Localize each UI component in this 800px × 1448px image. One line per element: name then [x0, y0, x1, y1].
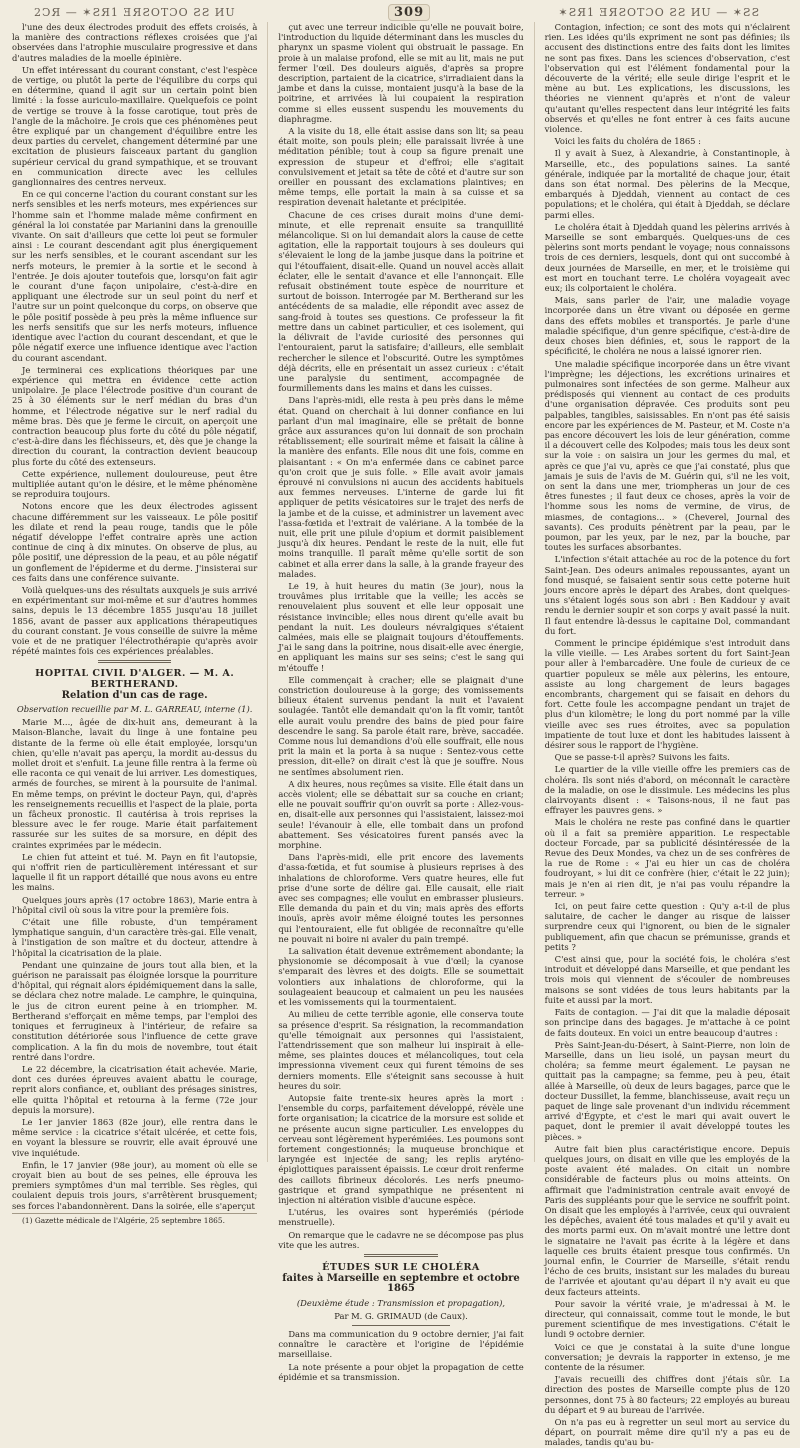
section-subtitle-rage: Relation d'un cas de rage.	[61, 689, 208, 701]
paragraph: A dix heures, nous reçûmes sa visite. Elle était dans un accès violent; elle se débattait sur sa couche en criant; elle ne pouvait souffrir qu'on ouvrît sa porte : Allez-vous-en, disait-elle aux personnes qui l'assistaient, laissez-moi seule! l'évanouir à elle, elle tombait dans un profond abattement. Ses vésicatoires furent pansés avec la morphine.	[278, 778, 524, 851]
column-left	[12, 22, 258, 1225]
paragraph: Une maladie spécifique incorporée dans un être vivant l'imprègne; les déjections, les excrétions urinaires et pulmonaires sont infectées de son germe. Malheur aux prédisposés qui viennent au contact de ces produits d'une organisation dépravée. Ces produits sont peu palpables, tangibles, saisissables. En n'ont pas été saisis encore par les expériences de M. Pasteur, et M. Coste n'a pas encore découvert les lois de leur génération, comme il a découvert celle des Kolpodes; mais tous les deux sont sur la voie : on saisira un jour les germes du mal, et après ce que j'ai vu, après ce que j'ai constaté, plus que jamais je suis de l'avis de M. Guérin qui, s'il ne les voit, on sent la dans une mer, triompheras un jour de ces êtres funestes ; il faut deux ce choses, après la voir de l'homme sous les noms de vermine, de virus, de miasmes, de contagions... » (Cheverel, Journal des savants). Ces produits pénètrent par la peau, par le poumon, par les yeux, par le nez, par la bouche, par toutes les surfaces absorbantes.	[544, 358, 790, 553]
column-middle	[278, 22, 524, 1382]
paragraph: Le 1er janvier 1863 (82e jour), elle rentra dans le même service : la cicatrice s'était ulcérée, et cette fois, en voyant la blessure se rouvrir, elle avait éprouvé une vive inquiétude.	[12, 1116, 258, 1158]
section-subtitle-cholera: faites à Marseille en septembre et octobre 1865	[282, 1273, 520, 1295]
column-right-paragraphs	[545, 22, 790, 1448]
paragraph: C'était une fille robuste, d'un tempérament lymphatique sanguin, d'un caractère très-gai. Elle venait, à l'instigation de son maître et du docteur, attendre à l'hôpital la cicatrisation de la plaie.	[12, 917, 258, 958]
study-note: (Deuxième étude : Transmission et propagation),	[296, 1297, 506, 1308]
paragraph: Contagion, infection; ce sont des mots qui n'éclairent rien. Les idées qu'ils expriment ne sont pas définies; ils accusent des distinctions entre des faits dont les limites ne sont pas fixes. Dans les sciences d'observation, c'est l'observation qui est l'élément fondamental pour la découverte de la vérité; elle seule dirige l'esprit et le mène au but. Les explications, les discussions, les théories ne viennent qu'après et n'ont de valeur qu'autant qu'elles respectent dans leur intégrité les faits observés et qu'elles ne font entrer à ces faits aucune violence.	[544, 22, 790, 135]
paragraph: On n'a pas eu à regretter un seul mort au service du départ, on pourrait même dire qu'il n'y a pas eu de malades, tandis qu'au bu-	[544, 1417, 790, 1448]
paragraph: Près Saint-Jean-du-Désert, à Saint-Pierre, non loin de Marseille, dans un lieu isolé, un paysan meurt du choléra; sa femme meurt également. Le paysan ne quittait pas la campagne; sa femme, peu à peu, était allée à Marseille, où deux de leurs bagages, parce que le docteur Dussillet, la femme, blanchisseuse, avait reçu un paquet de linge sale provenant d'un individu récemment arrivé d'Égypte, et c'est le mari qui avait ouvert le paquet, dont le premier il avait développé toutes les pièces. »	[544, 1039, 790, 1142]
paragraph: Le choléra était à Djeddah quand les pèlerins arrivés à Marseille se sont embarqués. Quelques-uns de ces pèlerins sont morts pendant le voyage; nous connaissons trois de ces derniers, lesquels, dont qui ont succombé à deux journées de Marseille, en mer, et le troisième qui est mort en touchant terre. Le choléra voyageait avec eux; ils colportaient le choléra.	[544, 221, 790, 294]
paragraph: Dans l'après-midi, elle resta à peu près dans le même état. Quand on cherchait à lui donner confiance en lui parlant d'un mal imaginaire, elle se prêtait de bonne grâce aux assurances qu'on lui donnait de son prochain rétablissement; elle sourirait même et faisait la câline à la manière des enfants. Elle nous dit une fois, comme en plaisantant : « On m'a enfermée dans ce cabinet parce qu'on croit que je suis folle. » Elle avait avoir jamais éprouvé ni convulsions ni aucun des accidents habituels aux femmes nerveuses. L'interne de garde lui fit appliquer de petits vésicatoires sur le trajet des nerfs de la jambe et de la cuisse, et administrer un lavement avec l'assa-fœtida et l'extrait de valériane. A la tombée de la nuit, elle prit une pilule d'opium et dormit paisiblement jusqu'à dix heures. Pendant le reste de la nuit, elle fut moins tranquille. Il paraît même qu'elle sortit de son cabinet et alla errer dans la salle, à la grande frayeur des malades.	[278, 395, 524, 579]
short-rule	[352, 1325, 450, 1326]
paragraph: çut avec une terreur indicible qu'elle ne pouvait boire, l'introduction du liquide déterminant dans les muscles du pharynx un spasme violent qui obstruait le passage. En proie à un malaise profond, elle se mit au lit, mais ne put fermer l'œil. Des douleurs aiguës, d'après sa propre description, partaient de la cicatrice, s'irradiaient dans la jambe et dans la cuisse, montaient jusqu'à la base de la poitrine, et arrivées là lui coupaient la respiration comme si elles eussent suspendu les mouvements du diaphragme.	[278, 22, 524, 124]
paragraph: Voilà quelques-uns des résultats auxquels je suis arrivé en expérimentant sur moi-même et sur d'autres hommes sains, depuis le 13 décembre 1855 jusqu'au 18 juillet 1856, avant de passer aux applications thérapeutiques du courant constant. Je vous conseille de suivre la même voie et de ne pratiquer l'électrothérapie qu'après avoir répété maintes fois ces expériences préalables.	[12, 584, 258, 657]
paragraph: Le quartier de la ville vieille offre les premiers cas de choléra. Ils sont niés d'abord, on méconnaît le caractère de la maladie, on ose le dissimule. Les médecins les plus clairvoyants disent : « Taisons-nous, il ne faut pas effrayer les pauvres gens. »	[544, 764, 790, 816]
paragraph: Quelques jours après (17 octobre 1863), Marie entra à l'hôpital civil où sous la vitre pour la première fois.	[12, 894, 258, 915]
footnote: (1) Gazette médicale de l'Algérie, 25 septembre 1865.	[12, 1213, 257, 1225]
paragraph: Voici les faits du choléra de 1865 :	[554, 136, 701, 147]
cholera-intro-paragraphs	[278, 1329, 523, 1382]
paragraph: Mais le choléra ne reste pas confiné dans le quartier où il a fait sa première apparition. Le respectable docteur Forcade, par sa publicité désintéressée de la Revue des Deux Mondes, va chez un de ses confrères de la rue de Rome : « J'ai eu hier un cas de choléra foudroyant, » lui dit ce confrère (hier, c'était le 22 juin); mais je n'en ai rien dit, je n'ai pas voulu répandre la terreur. »	[544, 817, 790, 899]
observation-credit: Observation recueillie par M. L. GARREAU, interne (1).	[16, 704, 253, 714]
paragraph: Le chien fut atteint et tué. M. Payn en fit l'autopsie, qui n'offrit rien de particulièrement intéressant et sur laquelle il fit un rapport détaillé que nous avons eu entre les mains.	[12, 851, 258, 893]
paragraph: Enfin, le 17 janvier (98e jour), au moment où elle se croyait bien au bout de ses peines, elle éprouva les premiers symptômes d'un mal terrible. Ses règles, qui coulaient depuis trois jours, s'arrêtèrent brusquement; ses forces l'abandonnèrent. Dans la soirée, elle s'aperçut	[12, 1159, 258, 1211]
running-head-left: 2ϽЯ — ✶ƧЯ1 ƎЯƧOTƆO ƧƧ ИU	[34, 6, 236, 19]
section-title-cholera: ÉTUDES SUR LE CHOLÉRA	[322, 1261, 480, 1273]
paragraph: L'utérus, les ovaires sont hyperémiés (période menstruelle).	[278, 1207, 524, 1228]
running-head	[0, 3, 800, 23]
paragraph: Un effet intéressant du courant constant, c'est l'espèce de vertige, ou plutôt la perte de l'équilibre du corps qui en détermine, quand il agit sur un certain point bien limité : la fosse auriculo-maxillaire. Quelquefois ce point de vertige se trouve à la fosse carotique, tout près de l'angle de la mâchoire. Je crois que ces phénomènes peut être expliqué par un changement d'équilibre entre les deux parties du cervelet, changement déterminé par une excitation de plusieurs faisceaux partant du ganglion supérieur cervical du grand sympathique, et se trouvant en communication directe avec les cellules ganglionnaires des centres nerveux.	[12, 64, 258, 188]
paragraph: C'est ainsi que, pour la société fois, le choléra s'est introduit et développé dans Marseille, et que pendant les trois mois qui viennent de s'écouler de nombreuses maisons se sont vidées de tous leurs habitants par la fuite et aussi par la mort.	[544, 954, 790, 1005]
paragraph: Comment le principe épidémique s'est introduit dans la ville vieille. — Les Arabes sortent du fort Saint-Jean pour aller à l'embarcadère. Une foule de curieux de ce quartier populeux se mêle aux pèlerins, les entoure, assiste au long chargement de leurs bagages encombrants, chargement qui se faisait en dehors du fort. Cette foule les accompagne pendant un trajet de plus d'un kilomètre; le long du port nommé par la ville vieille avec ses rues étroites, avec sa population impatiente de tout luxe et dont les habitudes laissent à désirer sous le rapport de l'hygiène.	[544, 637, 790, 751]
paragraph: Il y avait à Suez, à Alexandrie, à Constantinople, à Marseille, etc., des populations saines. La santé générale, indiquée par la mortalité de chaque jour, était dans son état normal. Des pèlerins de la Mecque, embarqués à Djeddah, viennent au contact de ces populations; et le choléra, qui était à Djeddah, se déclare parmi elles.	[544, 148, 790, 220]
column-left-paragraphs	[12, 22, 257, 656]
paragraph: Autre fait bien plus caractéristique encore. Depuis quelques jours, on disait en ville que les employés de la poste avaient été malades. On citait un nombre considérable de facteurs plus ou moins atteints. On affirmait que l'administration centrale avait envoyé de Paris des suppléants pour que le service ne souffrît point. On disait que les employés à l'arrivée, ceux qui ouvraient les dépêches, avaient été tous malades et qu'il y avait eu des morts parmi eux. On m'avait montré une lettre dont le signataire ne l'avait pas écrite à la légère et dans laquelle ces bruits étaient presque tous confirmés. Un journal enfin, le Courrier de Marseille, s'était rendu l'écho de ces bruits, insistant sur les malades du bureau de l'arrivée et ajoutant qu'au départ il n'y avait eu que deux facteurs atteints.	[544, 1143, 790, 1297]
paragraph: Autopsie faite trente-six heures après la mort : l'ensemble du corps, parfaitement développé, révèle une forte organisation; la cicatrice de la morsure est solide et ne présente aucun signe particulier. Les enveloppes du cerveau sont légèrement hyperémiées. Les poumons sont fortement congestionnés; la muqueuse bronchique et laryngée est injectée de sang; les replis aryténo-épiglottiques paraissent épaissis. Le cœur droit renferme des caillots fibrineux décolorés. Les nerfs pneumo-gastrique et grand sympathique ne présentent ni injection ni altération visible d'aucune espèce.	[278, 1092, 524, 1205]
running-head-right: ✶ƧЯ1 ƎЯƧOTƆO ƧƧ ИU — ✶ƧƧ	[558, 6, 760, 19]
paragraph: Faits de contagion. — J'ai dit que la maladie déposait son principe dans des bagages. Je m'attache à ce point de faits douteux. En voici un entre beaucoup d'autres :	[544, 1007, 790, 1038]
author-line: Par M. G. GRIMAUD (de Caux).	[334, 1310, 468, 1321]
paragraph: A la visite du 18, elle était assise dans son lit; sa peau était moite, son pouls plein; elle paraissait livrée à une méditation pénible; tout à coup sa figure prenait une expression de stupeur et d'effroi; elle s'agitait convulsivement et jetait sa tête de côté et d'autre sur son oreiller en poussant des exclamations plaintives; en même temps, elle portait la main à sa cuisse et sa respiration devenait haletante et précipitée.	[278, 126, 524, 208]
paragraph: Que se passe-t-il après? Suivons les faits.	[554, 752, 730, 763]
paragraph: Cette expérience, nullement douloureuse, peut être multipliée autant qu'on le désire, et le même phénomène se reproduira toujours.	[12, 468, 258, 500]
paragraph: Le 22 décembre, la cicatrisation était achevée. Marie, dont ces durées épreuves avaient abattu le courage, reprit alors confiance, et, oubliant des présages sinistres, elle quitta l'hôpital et retourna à la ferme (72e jour depuis la morsure).	[12, 1063, 258, 1115]
paragraph: Dans l'après-midi, elle prit encore des lavements d'assa-fœtida, et fut soumise à plusieurs reprises à des inhalations de chloroforme. Vers quatre heures, elle fut prise d'une sorte de délire gai. Elle causait, elle riait avec ses compagnes; elle voulut en embrasser plusieurs. Elle demanda du pain et du vin; mais après des efforts inouïs, après avoir même éloigné toutes les personnes qui l'entouraient, elle fut obligée de reconnaître qu'elle ne pouvait ni boire ni avaler du pain trempé.	[278, 852, 524, 944]
paragraph: Notons encore que les deux électrodes agissent chacune différemment sur les vaisseaux. Le pôle positif les dilate et rend la peau rouge, tandis que le pôle négatif développe l'effet contraire après une action continue de cinq à dix minutes. On observe de plus, au pôle positif, une dépression de la peau, et au pôle négatif un gonflement de l'épiderme et du derme. J'insisterai sur ces faits dans une conférence suivante.	[12, 501, 258, 583]
column-middle-paragraphs	[278, 22, 523, 1250]
paragraph: Mais, sans parler de l'air, une maladie voyage incorporée dans un être vivant ou déposée en germe dans des effets mobiles et transportés. Je parle d'une maladie spécifique, d'un genre spécifique, c'est-à-dire de deux choses bien définies, et, sous le rapport de la spécificité, le choléra ne nous a laissé ignorer rien.	[544, 295, 790, 357]
paragraph: J'avais recueilli des chiffres dont j'étais sûr. La direction des postes de Marseille compte plus de 120 personnes, dont 75 à 80 facteurs; 22 employés au bureau du départ et 9 au bureau de l'arrivée.	[544, 1374, 790, 1415]
column-right	[544, 22, 790, 1448]
case-report-paragraphs	[12, 717, 257, 1211]
column-divider	[267, 22, 268, 1162]
paragraph: La note présente a pour objet la propagation de cette épidémie et sa transmission.	[278, 1361, 524, 1382]
text-columns	[12, 22, 790, 1448]
page-number: 309	[388, 4, 430, 21]
paragraph: Ici, on peut faire cette question : Qu'y a-t-il de plus salutaire, de cacher le danger au risque de laisser surprendre ceux qui l'ignorent, ou bien de le signaler publiquement, afin que chacun se prémunisse, grands et petits ?	[544, 901, 790, 952]
paragraph: Chacune de ces crises durait moins d'une demi-minute, et elle reprenait ensuite sa tranquillité mélancolique. Si on lui demandait alors la cause de cette agitation, elle la rapportait toujours à ses douleurs qui s'élevaient le long de la jambe jusque dans la poitrine et qui l'étouffaient, disait-elle. Quand un nouvel accès allait éclater, elle le sentait d'avance et elle l'annonçait. Elle refusait obstinément toute espèce de nourriture et surtout de boisson. Interrogée par M. Bertherand sur les antécédents de sa maladie, elle répondit avec assez de sang-froid à toutes ses questions. Ce professeur la fit mettre dans un cabinet particulier, et ces isolement, qui la délivrait de l'avide curiosité des personnes qui l'entouraient, parut la satisfaire; d'ailleurs, elle semblait rechercher le silence et l'obscurité. Outre les symptômes déjà décrits, elle en présentait un assez curieux : c'était une paralysie du sentiment, accompagnée de fourmillements dans les mains et dans les cuisses.	[278, 209, 524, 394]
paragraph: Je terminerai ces explications théoriques par une expérience qui mettra en évidence cette action unipolaire. Je place l'électrode positive d'un courant de 25 à 30 éléments sur le nerf médian du bras d'un homme, et l'électrode négative sur le nerf radial du même bras. Dès que je ferme le circuit, on aperçoit une contraction beaucoup plus forte du côté du pôle négatif, c'est-à-dire dans les fléchisseurs, et, dès que je change la direction du courant, la contraction devient beaucoup plus forte du côté des extenseurs.	[12, 364, 258, 467]
paragraph: Voici ce que je constatai à la suite d'une longue conversation; je devrais la rapporter in extenso, je me contente de la résumer.	[544, 1341, 790, 1372]
paragraph: Pour savoir la vérité vraie, je m'adressai à M. le directeur, qui connaissait, comme tout le monde, le but purement scientifique de mes investigations. C'était le lundi 9 octobre dernier.	[544, 1298, 790, 1340]
paragraph: En ce qui concerne l'action du courant constant sur les nerfs sensibles et les nerfs moteurs, mes expériences sur l'homme sain et l'homme malade même confirment en général la loi constatée par Marianini dans la grenouille vivante. On sait d'ailleurs que cette loi peut se formuler ainsi : Le courant descendant agit plus énergiquement sur les nerfs sensibles, et le courant ascendant sur les nerfs moteurs, le premier à la sortie et le second à l'entrée. Je dois ajouter toutefois que, lorsqu'on fait agir le courant d'une façon unipolaire, c'est-à-dire en appliquant une électrode sur un seul point du nerf et l'autre sur un point quelconque du corps, on observe que le pôle positif possède à peu près la même influence sur les nerfs sensitifs que sur les nerfs moteurs, influence identique avec l'action du courant descendant, et que le pôle négatif exerce une influence identique avec l'action du courant ascendant.	[12, 189, 258, 363]
column-divider	[534, 22, 535, 1162]
paragraph: Dans ma communication du 9 octobre dernier, j'ai fait connaître le caractère et l'origine de l'épidémie marseillaise.	[278, 1328, 524, 1360]
section-divider	[364, 1254, 438, 1257]
section-divider	[98, 660, 172, 663]
paragraph: Elle commençait à cracher; elle se plaignait d'une constriction douloureuse à la gorge; des vomissements bilieux étaient survenus pendant la nuit et l'avaient soulagée. Tantôt elle demandait qu'on la fît vomir, tantôt elle aurait voulu prendre des bains de pied pour faire descendre le sang. Sa parole était rare, brève, saccadée. Comme nous lui demandions d'où elle souffrait, elle nous prit la main et la porta à sa nuque : Sentez-vous cette pression, dit-elle? on dirait c'est là que je souffre. Nous ne sentîmes absolument rien.	[278, 674, 524, 777]
paragraph: La salivation était devenue extrêmement abondante; la physionomie se décomposait à vue d'œil; la cyanose s'emparait des lèvres et des doigts. Elle se soumettait volontiers aux inhalations de chloroforme, qui la soulageaient beaucoup et calmaient un peu les nausées et les vomissements qui la tourmentaient.	[278, 946, 524, 1008]
paragraph: L'infection s'était attachée au roc de la potence du fort Saint-Jean. Des odeurs animales repoussantes, ayant un fond musqué, se faisaient sentir sous cette poterne huit jours encore après le départ des Arabes, dont quelques-uns s'étaient logés sous son abri : Ben Kaddour y avait rendu le dernier soupir et son corps y avait passé la nuit. Il faut entendre là-dessus le capitaine Dol, commandant du fort.	[544, 554, 790, 636]
paragraph: Au milieu de cette terrible agonie, elle conserva toute sa présence d'esprit. Sa résignation, la recommandation qu'elle témoignait aux personnes qui l'assistaient, l'attendrissement que son malheur lui inspirait à elle-même, ses plaintes douces et mélancoliques, tout cela impressionna vivement ceux qui furent témoins de ses derniers moments. Elle s'éteignit sans secousse à huit heures du soir.	[278, 1009, 524, 1091]
paragraph: On remarque que le cadavre ne se décompose pas plus vite que les autres.	[278, 1229, 524, 1250]
paragraph: Le 19, à huit heures du matin (3e jour), nous la trouvâmes plus irritable que la veille; les accès se renouvelaient plus souvent et elle leur opposait une résistance invincible; elles nous dirent qu'elle avait bu pendant la nuit. Les douleurs névralgiques s'étaient calmées, mais elle se plaignait toujours d'étouffements. J'ai le sang dans la poitrine, nous disait-elle avec énergie, en appliquant les mains sur ses seins; c'est le sang qui m'étouffe !	[278, 580, 524, 673]
section-title-hospital: HOPITAL CIVIL D'ALGER. — M. A. BERTHERAND.	[35, 668, 235, 690]
paragraph: l'une des deux électrodes produit des effets croisés, à la manière des contractions réflexes croisées que j'ai observées dans l'atrophie musculaire progressive et dans d'autres maladies de la moelle épinière.	[12, 22, 258, 63]
paragraph: Marie M..., âgée de dix-huit ans, demeurant à la Maison-Blanche, lavait du linge à une fontaine peu distante de la ferme où elle était employée, lorsqu'un chien, qu'elle n'avait pas aperçu, la mordit au-dessus du mollet droit et s'enfuit. La jeune fille rentra à la ferme où elle raconta ce qui venait de lui arriver. Les domestiques, armés de fourches, se mirent à la poursuite de l'animal. En même temps, on prévint le docteur Payn, qui, d'après les renseignements recueillis et l'aspect de la plaie, porta un fâcheux pronostic. Il cautérisa à trois reprises la blessure avec le fer rouge. Marie était parfaitement rassurée sur les suites de sa morsure, en dépit des craintes exprimées par le médecin.	[12, 717, 258, 850]
paragraph: Pendant une quinzaine de jours tout alla bien, et la guérison ne paraissait pas éloignée lorsque la pourriture d'hôpital, qui régnait alors épidémiquement dans la salle, se déclara chez notre malade. Le camphre, le quinquina, le jus de citron eurent peine à en triompher. M. Bertherand s'efforçait en même temps, par l'emploi des toniques et ferrugineux à l'intérieur, de refaire sa constitution détériorée sous l'influence de cette grave complication. A la fin du mois de novembre, tout était rentré dans l'ordre.	[12, 959, 258, 1062]
